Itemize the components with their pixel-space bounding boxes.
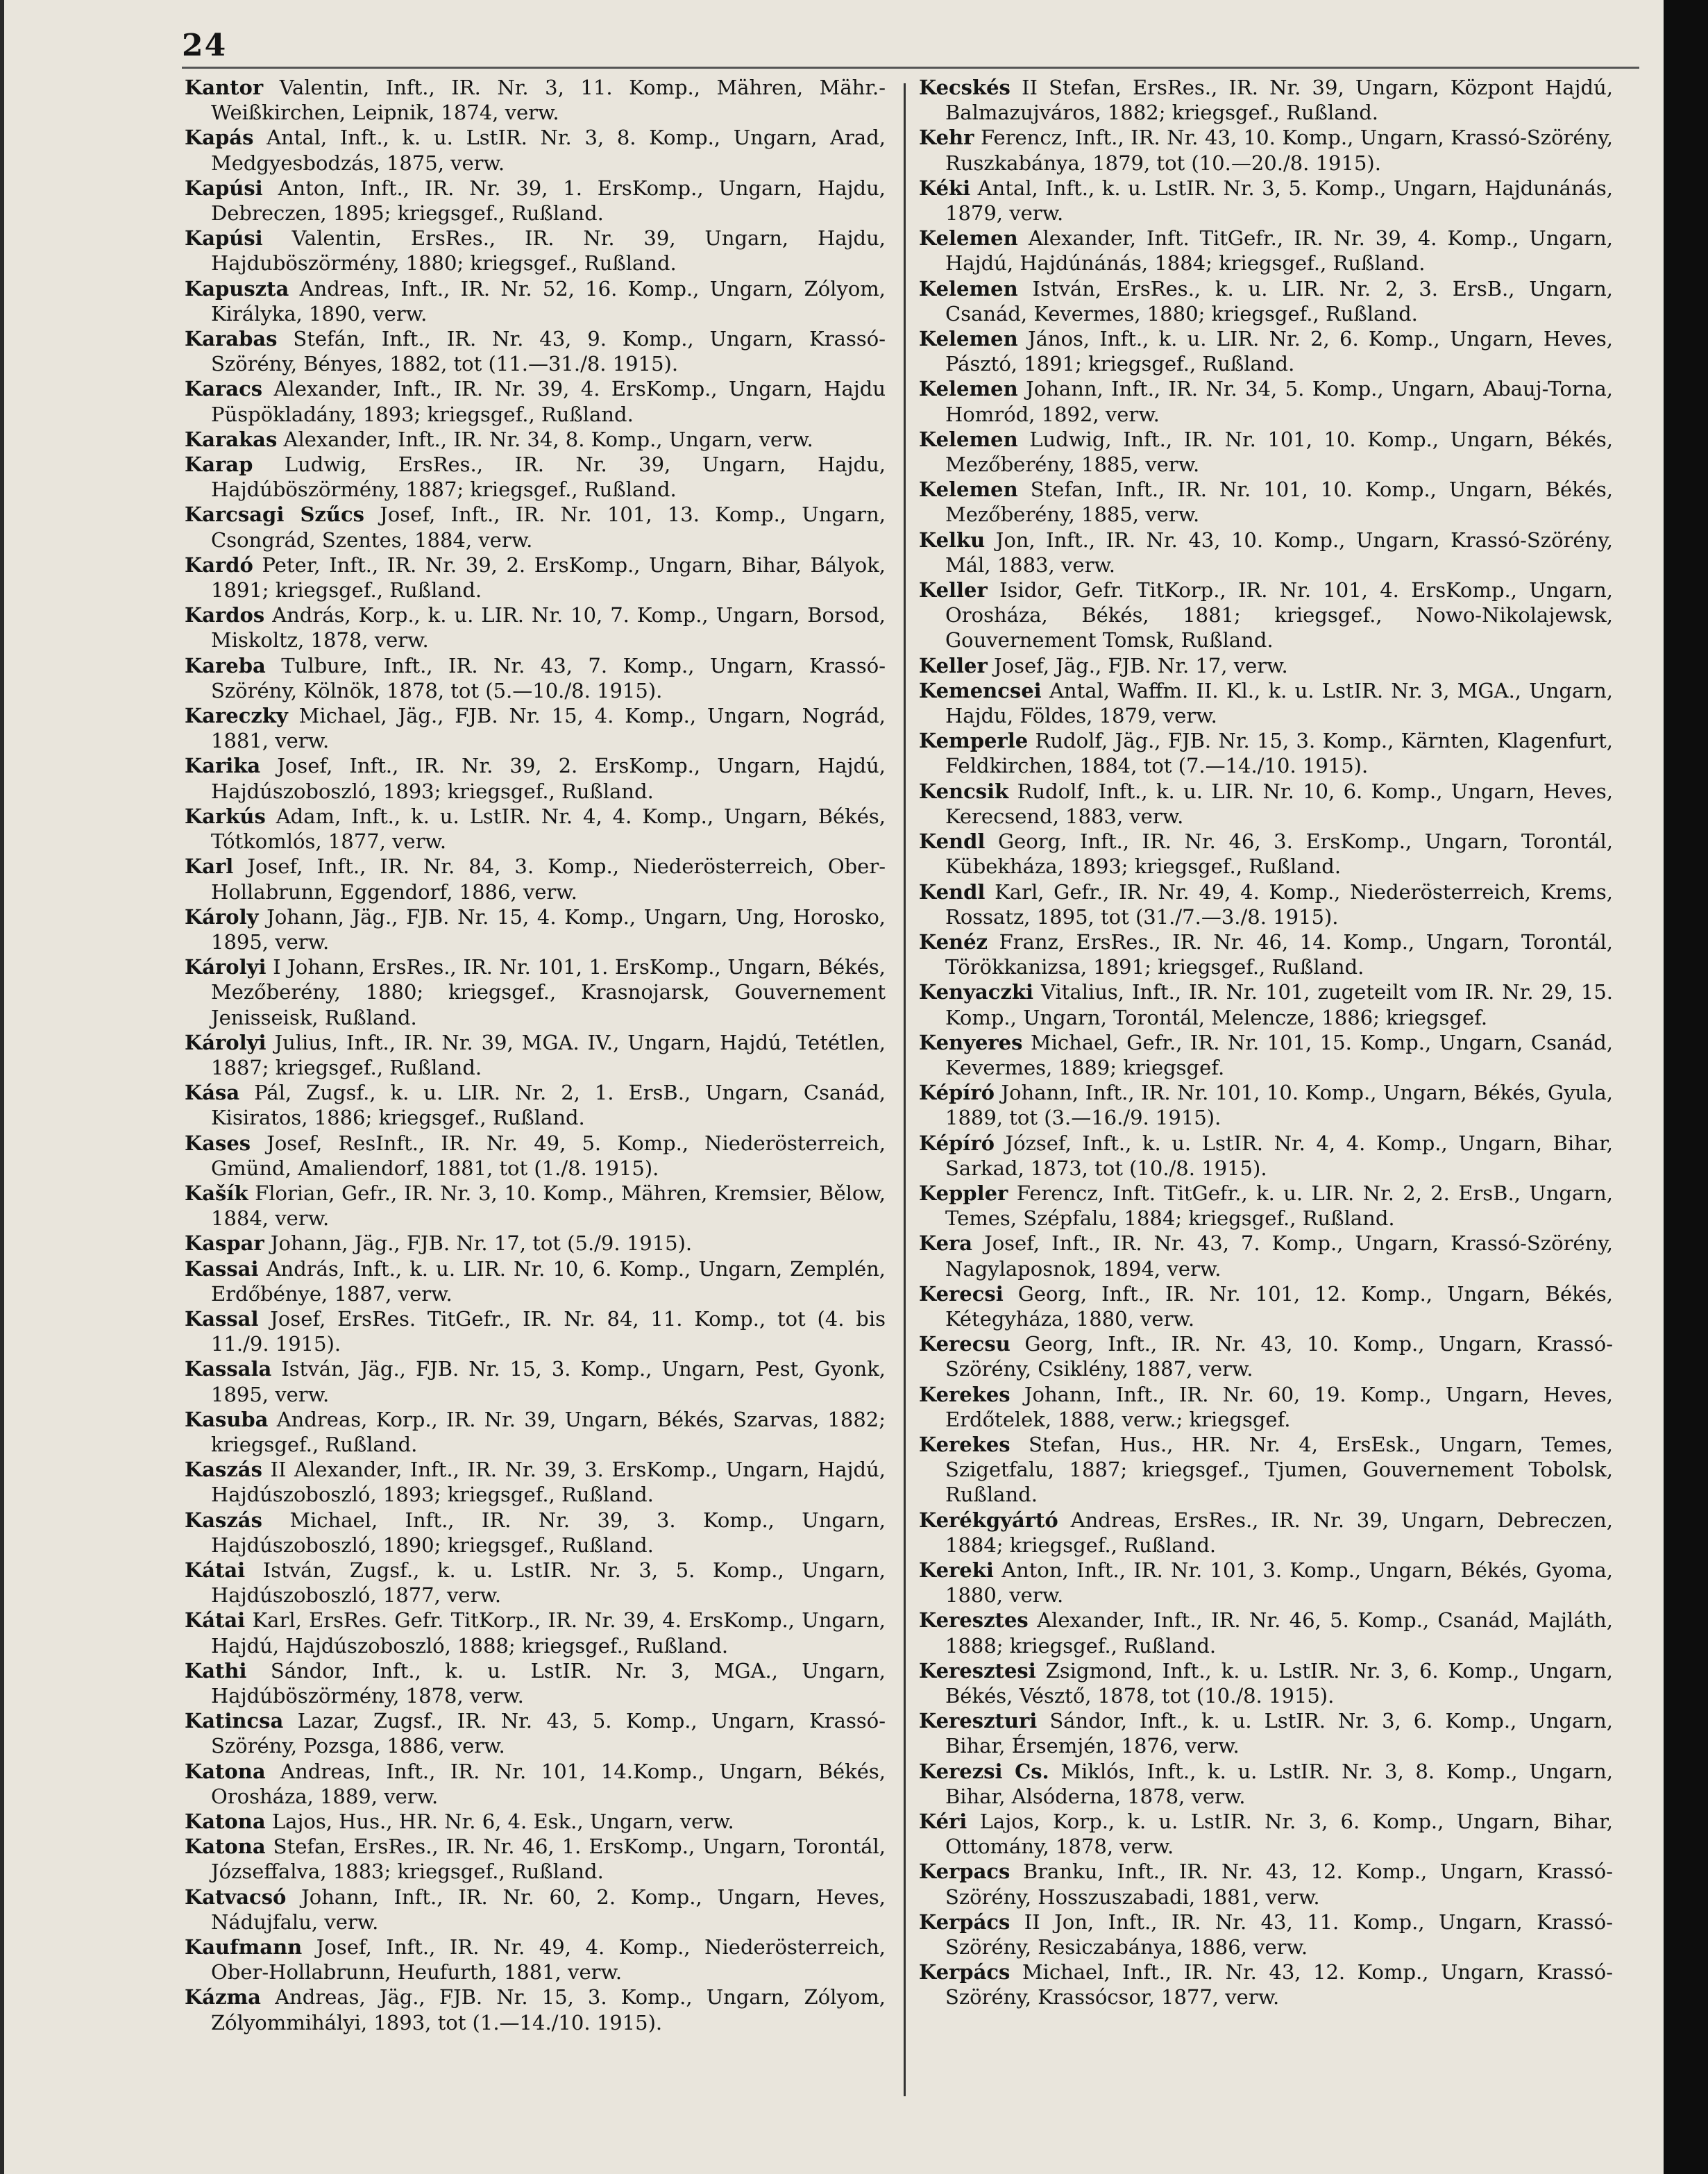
entry-surname: Keresztesi xyxy=(919,1658,1036,1683)
entry-surname: Kenéz xyxy=(919,929,988,954)
list-entry xyxy=(919,1281,1613,1331)
entry-details: II Stefan, ErsRes., IR. Nr. 39, Ungarn, Központ Hajdú, Balmazujváros, 1882; kriegsgef., Rußland. xyxy=(945,76,1613,125)
entry-details: András, Korp., k. u. LIR. Nr. 10, 7. Komp., Ungarn, Borsod, Miskoltz, 1878, verw. xyxy=(211,603,886,652)
entry-details: I Johann, ErsRes., IR. Nr. 101, 1. ErsKomp., Ungarn, Békés, Mezőberény, 1880; kriegsgef., Krasnojarsk, Gouvernement Jenisseisk, Rußland. xyxy=(211,955,886,1029)
entry-details: II Jon, Inft., IR. Nr. 43, 11. Komp., Ungarn, Krassó-Szörény, Resiczabánya, 1886, verw. xyxy=(945,1910,1613,1960)
list-entry xyxy=(185,376,886,426)
list-entry xyxy=(185,176,886,226)
entry-details: István, Jäg., FJB. Nr. 15, 3. Komp., Ungarn, Pest, Gyonk, 1895, verw. xyxy=(211,1357,886,1406)
entry-surname: Kerpács xyxy=(919,1960,1011,1985)
left-column xyxy=(185,75,886,2035)
entry-details: Sándor, Inft., k. u. LstIR. Nr. 3, 6. Komp., Ungarn, Bihar, Érsemjén, 1876, verw. xyxy=(945,1709,1613,1758)
list-entry xyxy=(919,1708,1613,1758)
entry-details: Jon, Inft., IR. Nr. 43, 10. Komp., Ungarn, Krassó-Szörény, Mál, 1883, verw. xyxy=(945,528,1613,577)
entry-details: Antal, Inft., k. u. LstIR. Nr. 3, 5. Komp., Ungarn, Hajdunánás, 1879, verw. xyxy=(945,176,1613,226)
entry-surname: Kerecsu xyxy=(919,1332,1011,1356)
entry-surname: Kelemen xyxy=(919,427,1018,451)
entry-details: István, Zugsf., k. u. LstIR. Nr. 3, 5. Komp., Ungarn, Hajdúszoboszló, 1877, verw. xyxy=(211,1558,886,1608)
entry-details: Anton, Inft., IR. Nr. 39, 1. ErsKomp., Ungarn, Hajdu, Debreczen, 1895; kriegsgef., Rußland. xyxy=(211,176,886,226)
entry-surname: Kases xyxy=(185,1131,251,1155)
entry-surname: Karkús xyxy=(185,804,266,828)
entry-surname: Kemperle xyxy=(919,729,1029,753)
scan-edge-right xyxy=(1664,0,1708,2174)
entry-details: Josef, ResInft., IR. Nr. 49, 5. Komp., Niederösterreich, Gmünd, Amaliendorf, 1881, tot (1./8. 1915). xyxy=(211,1131,886,1180)
entry-surname: Karcsagi Szűcs xyxy=(185,503,364,527)
entry-surname: Kerekes xyxy=(919,1382,1011,1406)
entry-surname: Karap xyxy=(185,453,253,477)
entry-details: Miklós, Inft., k. u. LstIR. Nr. 3, 8. Komp., Ungarn, Bihar, Alsóderna, 1878, verw. xyxy=(945,1759,1613,1808)
entry-surname: Kaufmann xyxy=(185,1935,303,1960)
entry-details: Ferencz, Inft. TitGefr., k. u. LIR. Nr. 2, 2. ErsB., Ungarn, Temes, Szépfalu, 1884; kriegsgef., Rußland. xyxy=(945,1181,1613,1231)
entry-surname: Kelku xyxy=(919,528,986,552)
entry-details: András, Inft., k. u. LIR. Nr. 10, 6. Komp., Ungarn, Zemplén, Erdőbénye, 1887, verw. xyxy=(211,1256,886,1306)
entry-surname: Kerékgyártó xyxy=(919,1508,1058,1532)
entry-surname: Kasuba xyxy=(185,1407,269,1431)
entry-surname: Kenyaczki xyxy=(919,980,1033,1004)
list-entry xyxy=(185,1457,886,1507)
entry-details: Josef, ErsRes. TitGefr., IR. Nr. 84, 11. Komp., tot (4. bis 11./9. 1915). xyxy=(211,1306,886,1356)
list-entry xyxy=(919,1910,1613,1960)
entry-details: Andreas, Inft., IR. Nr. 52, 16. Komp., Ungarn, Zólyom, Királyka, 1890, verw. xyxy=(211,276,886,326)
list-entry xyxy=(919,1181,1613,1231)
list-entry xyxy=(919,75,1613,125)
list-entry xyxy=(185,1131,886,1181)
list-entry xyxy=(919,1030,1613,1080)
list-entry xyxy=(919,326,1613,376)
list-entry xyxy=(919,1231,1613,1281)
entry-surname: Károly xyxy=(185,904,259,929)
entry-surname: Kera xyxy=(919,1231,973,1256)
entry-details: Karl, ErsRes. Gefr. TitKorp., IR. Nr. 39, 4. ErsKomp., Ungarn, Hajdú, Hajdúszoboszló, 1888; kriegsgef., Rußland. xyxy=(211,1608,886,1658)
entry-surname: Karakas xyxy=(185,427,278,451)
list-entry xyxy=(919,653,1613,678)
entry-surname: Kassala xyxy=(185,1357,272,1381)
entry-surname: Kenyeres xyxy=(919,1030,1023,1054)
entry-surname: Kerecsi xyxy=(919,1281,1004,1306)
list-entry xyxy=(185,1181,886,1231)
entry-surname: Kareba xyxy=(185,653,266,677)
entry-details: Andreas, Inft., IR. Nr. 101, 14.Komp., Ungarn, Békés, Orosháza, 1889, verw. xyxy=(211,1759,886,1808)
entry-surname: Kátai xyxy=(185,1608,246,1633)
list-entry xyxy=(919,1960,1613,2009)
list-entry xyxy=(185,804,886,854)
entry-surname: Kereszturi xyxy=(919,1709,1038,1733)
list-entry xyxy=(185,703,886,753)
entry-surname: Kázma xyxy=(185,1985,261,2009)
entry-surname: Kardó xyxy=(185,553,253,577)
entry-surname: Kantor xyxy=(185,76,264,99)
entry-details: Josef, Inft., IR. Nr. 43, 7. Komp., Ungarn, Krassó-Szörény, Nagylaposnok, 1894, verw. xyxy=(945,1231,1613,1281)
entry-surname: Kassai xyxy=(185,1256,259,1281)
entry-details: Lazar, Zugsf., IR. Nr. 43, 5. Komp., Ungarn, Krassó-Szörény, Pozsga, 1886, verw. xyxy=(211,1709,886,1758)
entry-details: Lajos, Korp., k. u. LstIR. Nr. 3, 6. Komp., Ungarn, Bihar, Ottomány, 1878, verw. xyxy=(945,1810,1613,1859)
scan-edge-left xyxy=(0,0,4,2174)
list-entry xyxy=(185,1306,886,1356)
list-entry xyxy=(919,226,1613,276)
entry-details: Andreas, ErsRes., IR. Nr. 39, Ungarn, Debreczen, 1884; kriegsgef., Rußland. xyxy=(945,1508,1613,1557)
entry-surname: Kelemen xyxy=(919,226,1018,251)
entry-surname: Kerpacs xyxy=(919,1860,1011,1884)
entry-surname: Kapás xyxy=(185,126,254,150)
entry-surname: Kendl xyxy=(919,879,986,904)
list-entry xyxy=(185,427,886,452)
list-entry xyxy=(185,1558,886,1608)
entry-surname: Katona xyxy=(185,1810,266,1834)
entry-surname: Kecskés xyxy=(919,76,1011,99)
entry-details: Andreas, Korp., IR. Nr. 39, Ungarn, Békés, Szarvas, 1882; kriegsgef., Rußland. xyxy=(211,1407,886,1456)
entry-surname: Kardos xyxy=(185,603,265,627)
entry-surname: Kerezsi Cs. xyxy=(919,1759,1049,1783)
entry-details: Michael, Inft., IR. Nr. 43, 12. Komp., Ungarn, Krassó-Szörény, Krassócsor, 1877, verw. xyxy=(945,1960,1614,2009)
list-entry xyxy=(919,728,1613,778)
list-entry xyxy=(185,452,886,502)
entry-details: Johann, Jäg., FJB. Nr. 15, 4. Komp., Ungarn, Ung, Horosko, 1895, verw. xyxy=(211,904,886,954)
list-entry xyxy=(185,954,886,1030)
entry-details: Julius, Inft., IR. Nr. 39, MGA. IV., Ungarn, Hajdú, Tetétlen, 1887; kriegsgef., Rußland. xyxy=(211,1030,886,1079)
list-entry xyxy=(919,578,1613,653)
entry-details: Lajos, Hus., HR. Nr. 6, 4. Esk., Ungarn, verw. xyxy=(271,1810,734,1834)
entry-surname: Karacs xyxy=(185,377,263,401)
entry-surname: Kareczky xyxy=(185,704,288,728)
list-entry xyxy=(919,779,1613,829)
entry-surname: Kapuszta xyxy=(185,276,289,301)
entry-surname: Károlyi xyxy=(185,1030,267,1054)
entry-surname: Kaszás xyxy=(185,1458,262,1482)
entry-surname: Kása xyxy=(185,1081,240,1105)
header-rule xyxy=(182,67,1639,69)
entry-surname: Keresztes xyxy=(919,1608,1029,1633)
entry-details: Ferencz, Inft., IR. Nr. 43, 10. Komp., Ungarn, Krassó-Szörény, Ruszkabánya, 1879, tot (10.—20./8. 1915). xyxy=(945,126,1613,175)
entry-surname: Karika xyxy=(185,754,261,778)
entry-details: Florian, Gefr., IR. Nr. 3, 10. Komp., Mähren, Kremsier, Bělow, 1884, verw. xyxy=(211,1181,886,1231)
list-entry xyxy=(185,1834,886,1884)
entry-surname: Kathi xyxy=(185,1658,247,1683)
entry-details: Alexander, Inft., IR. Nr. 34, 8. Komp., Ungarn, verw. xyxy=(283,427,813,451)
list-entry xyxy=(919,1432,1613,1508)
entry-details: István, ErsRes., k. u. LIR. Nr. 2, 3. ErsB., Ungarn, Csanád, Kevermes, 1880; kriegsgef., Rußland. xyxy=(945,276,1613,326)
entry-details: Valentin, ErsRes., IR. Nr. 39, Ungarn, Hajdu, Hajduböszörmény, 1880; kriegsgef., Rußland. xyxy=(211,226,886,276)
list-entry xyxy=(919,1382,1613,1432)
entry-details: II Alexander, Inft., IR. Nr. 39, 3. ErsKomp., Ungarn, Hajdú, Hajdúszoboszló, 1893; kriegsgef., Rußland. xyxy=(211,1458,886,1507)
entry-details: Stefán, Inft., IR. Nr. 43, 9. Komp., Ungarn, Krassó-Szörény, Bényes, 1882, tot (11.—31./8. 1915). xyxy=(211,327,886,376)
entry-surname: Kelemen xyxy=(919,276,1018,301)
entry-surname: Kendl xyxy=(919,829,986,854)
list-entry xyxy=(919,1859,1613,1909)
entry-details: Valentin, Inft., IR. Nr. 3, 11. Komp., Mähren, Mähr.-Weißkirchen, Leipnik, 1874, verw. xyxy=(211,76,886,125)
entry-details: Pál, Zugsf., k. u. LIR. Nr. 2, 1. ErsB., Ungarn, Csanád, Kisiratos, 1886; kriegsgef., Rußland. xyxy=(211,1081,886,1130)
list-entry xyxy=(185,1759,886,1809)
entry-details: Josef, Jäg., FJB. Nr. 17, verw. xyxy=(994,653,1288,677)
entry-surname: Karabas xyxy=(185,327,278,351)
list-entry xyxy=(185,1231,886,1256)
list-entry xyxy=(185,553,886,603)
list-entry xyxy=(919,1508,1613,1558)
list-entry xyxy=(185,1885,886,1935)
entry-surname: Katona xyxy=(185,1759,266,1783)
entry-details: Rudolf, Inft., k. u. LIR. Nr. 10, 6. Komp., Ungarn, Heves, Kerecsend, 1883, verw. xyxy=(945,779,1613,828)
list-entry xyxy=(919,427,1613,477)
entry-details: Johann, Inft., IR. Nr. 101, 10. Komp., Ungarn, Békés, Gyula, 1889, tot (3.—16./9. 1915). xyxy=(945,1081,1613,1130)
entry-surname: Kassal xyxy=(185,1306,259,1331)
list-entry xyxy=(185,502,886,552)
entry-details: Vitalius, Inft., IR. Nr. 101, zugeteilt vom IR. Nr. 29, 15. Komp., Ungarn, Torontál, Melencze, 1886; kriegsgef. xyxy=(945,980,1613,1029)
list-entry xyxy=(185,1809,886,1834)
entry-details: János, Inft., k. u. LIR. Nr. 2, 6. Komp., Ungarn, Heves, Pásztó, 1891; kriegsgef., Rußland. xyxy=(945,327,1614,376)
entry-details: Ludwig, ErsRes., IR. Nr. 39, Ungarn, Hajdu, Hajdúböszörmény, 1887; kriegsgef., Rußland. xyxy=(211,453,886,502)
entry-details: Josef, Inft., IR. Nr. 39, 2. ErsKomp., Ungarn, Hajdú, Hajdúszoboszló, 1893; kriegsgef., Rußland. xyxy=(211,754,886,803)
entry-details: Franz, ErsRes., IR. Nr. 46, 14. Komp., Ungarn, Torontál, Törökkanizsa, 1891; kriegsgef., Rußland. xyxy=(945,929,1613,979)
list-entry xyxy=(185,1708,886,1758)
entry-surname: Képíró xyxy=(919,1081,995,1105)
list-entry xyxy=(185,603,886,652)
list-entry xyxy=(919,1080,1613,1130)
entry-details: Michael, Gefr., IR. Nr. 101, 15. Komp., Ungarn, Csanád, Kevermes, 1889; kriegsgef. xyxy=(945,1030,1613,1079)
entry-details: Josef, Inft., IR. Nr. 101, 13. Komp., Ungarn, Csongrád, Szentes, 1884, verw. xyxy=(211,503,886,552)
list-entry xyxy=(919,1558,1613,1608)
entry-surname: Kehr xyxy=(919,126,974,150)
list-entry xyxy=(185,653,886,703)
entry-details: Ludwig, Inft., IR. Nr. 101, 10. Komp., Ungarn, Békés, Mezőberény, 1885, verw. xyxy=(945,427,1614,477)
list-entry xyxy=(919,829,1613,879)
list-entry xyxy=(919,1759,1613,1809)
list-entry xyxy=(185,276,886,326)
entry-surname: Kencsik xyxy=(919,779,1009,803)
list-entry xyxy=(919,1658,1613,1708)
entry-details: Johann, Jäg., FJB. Nr. 17, tot (5./9. 1915). xyxy=(270,1231,693,1256)
list-entry xyxy=(919,1131,1613,1181)
list-entry xyxy=(919,276,1613,326)
list-entry xyxy=(185,1356,886,1406)
entry-details: Georg, Inft., IR. Nr. 101, 12. Komp., Ungarn, Békés, Kétegyháza, 1880, verw. xyxy=(945,1281,1613,1331)
entry-surname: Kerpács xyxy=(919,1910,1011,1934)
entry-details: Karl, Gefr., IR. Nr. 49, 4. Komp., Niederösterreich, Krems, Rossatz, 1895, tot (31./7.—3./8. 1915). xyxy=(945,879,1614,929)
list-entry xyxy=(919,477,1613,527)
entry-details: Alexander, Inft., IR. Nr. 46, 5. Komp., Csanád, Majláth, 1888; kriegsgef., Rußland. xyxy=(945,1608,1614,1658)
entry-details: Alexander, Inft. TitGefr., IR. Nr. 39, 4. Komp., Ungarn, Hajdú, Hajdúnánás, 1884; kriegsgef., Rußland. xyxy=(945,226,1613,276)
entry-surname: Kaspar xyxy=(185,1231,264,1256)
entry-surname: Kemencsei xyxy=(919,678,1042,702)
list-entry xyxy=(185,854,886,904)
list-entry xyxy=(185,1407,886,1457)
entry-surname: Katvacsó xyxy=(185,1885,287,1909)
entry-details: Josef, Inft., IR. Nr. 84, 3. Komp., Niederösterreich, Ober-Hollabrunn, Eggendorf, 1886, verw. xyxy=(211,854,886,904)
list-entry xyxy=(185,75,886,125)
entry-surname: Kelemen xyxy=(919,327,1018,351)
entry-details: Rudolf, Jäg., FJB. Nr. 15, 3. Komp., Kärnten, Klagenfurt, Feldkirchen, 1884, tot (7.—14./10. 1915). xyxy=(945,729,1614,778)
column-divider xyxy=(904,83,906,2096)
list-entry xyxy=(185,326,886,376)
entry-details: Adam, Inft., k. u. LstIR. Nr. 4, 4. Komp., Ungarn, Békés, Tótkomlós, 1877, verw. xyxy=(211,804,886,854)
entry-surname: Kéri xyxy=(919,1810,967,1834)
entry-surname: Kašík xyxy=(185,1181,248,1205)
list-entry xyxy=(185,904,886,954)
entry-details: Antal, Inft., k. u. LstIR. Nr. 3, 8. Komp., Ungarn, Arad, Medgyesbodzás, 1875, verw. xyxy=(211,126,886,175)
entry-surname: Kereki xyxy=(919,1558,994,1582)
entry-surname: Kelemen xyxy=(919,478,1018,502)
entry-details: Georg, Inft., IR. Nr. 46, 3. ErsKomp., Ungarn, Torontál, Kübekháza, 1893; kriegsgef., Rußland. xyxy=(945,829,1613,879)
entry-details: Tulbure, Inft., IR. Nr. 43, 7. Komp., Ungarn, Krassó-Szörény, Kölnök, 1878, tot (5.—10./8. 1915). xyxy=(211,653,886,702)
list-entry xyxy=(185,1935,886,1985)
entry-details: Josef, Inft., IR. Nr. 49, 4. Komp., Niederösterreich, Ober-Hollabrunn, Heufurth, 1881, verw. xyxy=(211,1935,886,1985)
list-entry xyxy=(185,1508,886,1558)
list-entry xyxy=(185,226,886,276)
list-entry xyxy=(185,1080,886,1130)
list-entry xyxy=(185,1985,886,2034)
entry-details: Michael, Inft., IR. Nr. 39, 3. Komp., Ungarn, Hajdúszoboszló, 1890; kriegsgef., Rußland. xyxy=(211,1508,886,1557)
list-entry xyxy=(185,1030,886,1080)
entry-details: Johann, Inft., IR. Nr. 34, 5. Komp., Ungarn, Abauj-Torna, Homród, 1892, verw. xyxy=(945,377,1613,426)
entry-details: Antal, Waffm. II. Kl., k. u. LstIR. Nr. 3, MGA., Ungarn, Hajdu, Földes, 1879, verw. xyxy=(945,678,1614,728)
right-column xyxy=(919,75,1613,2010)
list-entry xyxy=(919,1331,1613,1381)
list-entry xyxy=(919,376,1613,426)
list-entry xyxy=(185,753,886,803)
list-entry xyxy=(919,528,1613,578)
list-entry xyxy=(919,929,1613,979)
entry-details: Michael, Jäg., FJB. Nr. 15, 4. Komp., Ungarn, Nográd, 1881, verw. xyxy=(211,704,886,753)
entry-surname: Kelemen xyxy=(919,377,1018,401)
entry-surname: Kaszás xyxy=(185,1508,262,1532)
entry-details: Johann, Inft., IR. Nr. 60, 19. Komp., Ungarn, Heves, Erdőtelek, 1888, verw.; kriegsgef. xyxy=(945,1382,1613,1431)
entry-details: Stefan, Inft., IR. Nr. 101, 10. Komp., Ungarn, Békés, Mezőberény, 1885, verw. xyxy=(945,478,1614,527)
entry-surname: Kátai xyxy=(185,1558,246,1582)
entry-surname: Károlyi xyxy=(185,955,267,979)
list-entry xyxy=(919,176,1613,226)
list-entry xyxy=(919,125,1613,175)
entry-surname: Kerekes xyxy=(919,1432,1011,1456)
entry-details: Stefan, ErsRes., IR. Nr. 46, 1. ErsKomp., Ungarn, Torontál, Józseffalva, 1883; kriegsgef., Rußland. xyxy=(211,1835,886,1884)
entry-surname: Keller xyxy=(919,578,988,603)
entry-details: Peter, Inft., IR. Nr. 39, 2. ErsKomp., Ungarn, Bihar, Bályok, 1891; kriegsgef., Rußland. xyxy=(211,553,886,603)
entry-details: Alexander, Inft., IR. Nr. 39, 4. ErsKomp., Ungarn, Hajdu Püspökladány, 1893; kriegsgef., Rußland. xyxy=(211,377,886,426)
entry-details: Branku, Inft., IR. Nr. 43, 12. Komp., Ungarn, Krassó-Szörény, Hosszuszabadi, 1881, verw. xyxy=(945,1860,1614,1909)
entry-surname: Katincsa xyxy=(185,1709,284,1733)
page-number: 24 xyxy=(182,28,228,63)
list-entry xyxy=(185,125,886,175)
entry-details: Anton, Inft., IR. Nr. 101, 3. Komp., Ungarn, Békés, Gyoma, 1880, verw. xyxy=(945,1558,1613,1608)
entry-details: Georg, Inft., IR. Nr. 43, 10. Komp., Ungarn, Krassó-Szörény, Csiklény, 1887, verw. xyxy=(945,1332,1613,1381)
list-entry xyxy=(919,678,1613,728)
entry-details: Johann, Inft., IR. Nr. 60, 2. Komp., Ungarn, Heves, Nádujfalu, verw. xyxy=(211,1885,886,1934)
entry-details: József, Inft., k. u. LstIR. Nr. 4, 4. Komp., Ungarn, Bihar, Sarkad, 1873, tot (10./8. 1915). xyxy=(945,1131,1613,1180)
entry-details: Isidor, Gefr. TitKorp., IR. Nr. 101, 4. ErsKomp., Ungarn, Orosháza, Békés, 1881; kriegsgef., Nowo-Nikolajewsk, Gouvernement Tomsk, Rußland. xyxy=(945,578,1613,652)
list-entry xyxy=(919,979,1613,1029)
list-entry xyxy=(185,1658,886,1708)
list-entry xyxy=(919,1809,1613,1859)
entry-details: Andreas, Jäg., FJB. Nr. 15, 3. Komp., Ungarn, Zólyom, Zólyommihályi, 1893, tot (1.—14./10. 1915). xyxy=(211,1985,886,2034)
entry-surname: Kapúsi xyxy=(185,176,263,200)
entry-surname: Kéki xyxy=(919,176,971,200)
entry-details: Zsigmond, Inft., k. u. LstIR. Nr. 3, 6. Komp., Ungarn, Békés, Vésztő, 1878, tot (10./8. 1915). xyxy=(945,1658,1613,1708)
list-entry xyxy=(919,1608,1613,1658)
entry-surname: Keller xyxy=(919,653,988,677)
list-entry xyxy=(919,879,1613,929)
list-entry xyxy=(185,1608,886,1658)
entry-surname: Keppler xyxy=(919,1181,1008,1205)
entry-surname: Karl xyxy=(185,854,234,879)
entry-surname: Katona xyxy=(185,1835,266,1859)
entry-details: Sándor, Inft., k. u. LstIR. Nr. 3, MGA., Ungarn, Hajdúböszörmény, 1878, verw. xyxy=(211,1658,886,1708)
entry-details: Stefan, Hus., HR. Nr. 4, ErsEsk., Ungarn, Temes, Szigetfalu, 1887; kriegsgef., Tjumen, Gouvernement Tobolsk, Rußland. xyxy=(945,1432,1613,1507)
entry-surname: Képíró xyxy=(919,1131,995,1155)
entry-surname: Kapúsi xyxy=(185,226,263,251)
list-entry xyxy=(185,1256,886,1306)
